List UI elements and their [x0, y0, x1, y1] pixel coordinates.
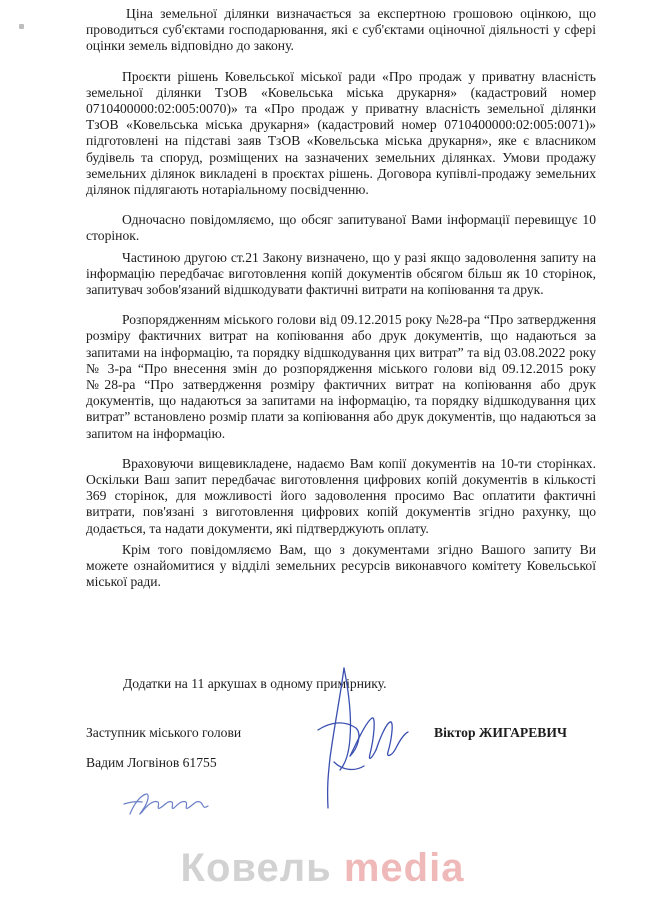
paragraph-payment-request: Враховуючи вищевикладене, надаємо Вам копії документів на 10-ти сторінках. Оскільки Ваш запит передбачає виготовлення цифрових копій документів в кількості 369 сторінок, для можливості його задоволення просимо Вас оплатити фактичні витрати, пов'язані з виготовлення цифрових копій документів згідно рахунку, що додається, та надати документи, які підтверджують оплату.: [86, 455, 596, 536]
paragraph-mayor-orders: Розпорядженням міського голови від 09.12.2015 року №28-ра “Про затвердження розміру фактичних витрат на копіювання або друк документів, що надаються за запитами на інформацію, та порядку відшкодування цих витрат” та від 03.08.2022 року № 3-ра “Про внесення змін до розпорядження міського голови від 09.12.2015 року №28-ра “Про затвердження розміру фактичних витрат на копіювання або друк документів, що надаються за запитами на інформацію, та порядку відшкодування цих витрат” встановлено розмір плати за копіювання або друк документів, що надаються за запитом на інформацію.: [86, 312, 596, 441]
handwritten-signature: [300, 658, 420, 818]
watermark-word-kovel: Ковель: [180, 846, 332, 890]
executor-line: Вадим Логвінов 61755: [86, 755, 217, 770]
scan-mark: [19, 24, 24, 29]
paragraph-law-article: Частиною другою ст.21 Закону визначено, що у разі якщо задоволення запиту на інформацію передбачає виготовлення копій документів обсягом більш як 10 сторінок, запитувач зобов'язаний відшкодувати фактичні витрати на копіювання та друк.: [86, 249, 596, 298]
signatory-name: Віктор ЖИГАРЕВИЧ: [434, 725, 567, 740]
paragraph-price-valuation: Ціна земельної ділянки визначається за експертною грошовою оцінкою, що проводиться суб'єктами господарювання, які є суб'єктами оціночної діяльності у сфері оцінки земель відповідно до закону.: [86, 6, 596, 54]
signatory-position: Заступник міського голови: [86, 725, 242, 740]
paragraph-draft-decisions: Проєкти рішень Ковельської міської ради «Про продаж у приватну власність земельної ділянки ТзОВ «Ковельська міська друкарня» (кадастровий номер 0710400000:02:005:0070)» та «Про продаж у приватну власність земельної ділянки ТзОВ «Ковельська міська друкарня» (кадастровий номер 0710400000:02:005:0071)» підготовлені на підставі заяв ТзОВ «Ковельська міська друкарня», яке є власником будівель та споруд, розміщених на зазначених земельних ділянках. Умови продажу земельних ділянок викладені в проєктах рішень. Договора купівлі-продажу земельних ділянок підлягають нотаріальному посвідченню.: [86, 68, 596, 198]
letter-body: [86, 6, 596, 605]
attachments-note: Додатки на 11 аркушах в одному примірнику.: [123, 676, 387, 691]
paragraph-volume-notice: Одночасно повідомляємо, що обсяг запитуваної Вами інформації перевищує 10 сторінок.: [86, 212, 596, 244]
watermark-word-media: media: [343, 846, 465, 890]
executor-signature: [120, 786, 220, 822]
watermark-logo: [0, 846, 645, 891]
paragraph-review-option: Крім того повідомляємо Вам, що з документами згідно Вашого запиту Ви можете ознайомитися у відділі земельних ресурсів виконавчого комітету Ковельської міської ради.: [86, 541, 596, 590]
